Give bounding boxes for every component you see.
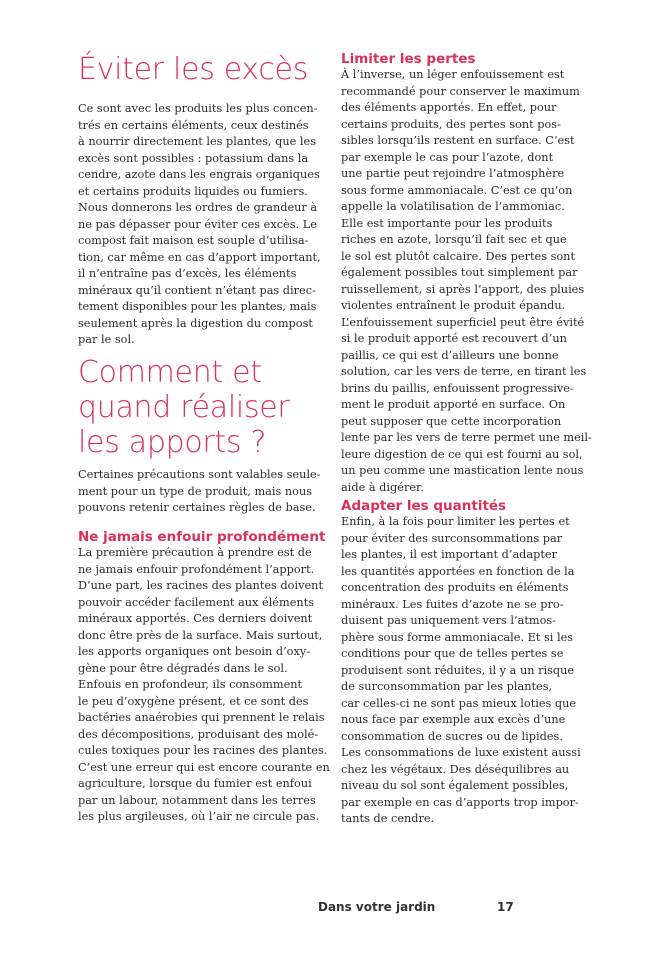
text-line: de surconsommation par les plantes, [341,680,553,693]
text-line: ment le produit apporté en surface. On [341,398,566,411]
text-line: à nourrir directement les plantes, que les [78,135,316,148]
text-line: Nous donnerons les ordres de grandeur à [78,201,318,214]
text-line: leure digestion de ce qui est fourni au sol, [341,447,583,461]
text-line: phère sous forme ammoniacale. Et si les [341,630,574,644]
text-line: recommandé pour conserver le maximum [341,84,580,98]
text-line: nous face par exemple aux excès d’une [341,713,566,726]
text-line: La première précaution à prendre est de [78,546,312,559]
text-line: paillis, ce qui est d’ailleurs une bonne [341,348,559,362]
subheading-adapter-les-quantites: Adapter les quantités [341,498,507,514]
text-line: tants de cendre. [341,812,435,825]
text-line: D’une part, les racines des plantes doivent [78,579,323,592]
text-line: cules toxiques pour les racines des plantes. [78,744,328,757]
text-line: minéraux qu’il contient n’étant pas direc- [78,283,316,297]
text-line: duisent pas uniquement vers l’atmos- [341,614,556,627]
text-line: agriculture, lorsque du fumier est enfoui [78,777,312,790]
text-line: pouvoir accéder facilement aux éléments [78,595,315,609]
text-line: gène pour être dégradés dans le sol. [78,661,288,675]
text-line: des décompositions, produisant des molé- [78,727,319,741]
text-line: violentes entraînent le produit épandu. [341,299,566,312]
subheading-ne-jamais-enfouir: Ne jamais enfouir profondément [78,529,326,545]
text-line: Enfin, à la fois pour limiter les pertes et [341,515,570,528]
page-number: 17 [497,900,514,914]
paragraph-adapter-les-quantites [341,514,581,828]
paragraph-ne-jamais-enfouir [78,545,330,826]
running-footer-section: Dans votre jardin [318,900,436,914]
text-line: pour éviter des surconsommations par [341,531,563,545]
text-line: lente par les vers de terre permet une meil- [341,431,592,444]
text-line: par le sol. [78,333,135,346]
text-line: produisent sont réduites, il y a un risque [341,663,575,677]
text-line: seulement après la digestion du compost [78,316,313,330]
text-line: ne jamais enfouir profondément l’apport. [78,562,315,576]
paragraph-eviter-les-exces [78,101,321,349]
text-line: L’enfouissement superficiel peut être évité [341,315,585,329]
text-line: il n’entraîne pas d’excès, les éléments [78,267,297,280]
text-line: aide à digérer. [341,480,424,494]
paragraph-precautions [78,467,321,517]
text-line: Ce sont avec les produits les plus concen- [78,102,318,115]
text-line: Elle est importante pour les produits [341,216,553,230]
text-line: minéraux. Les fuites d’azote ne se pro- [341,597,564,611]
text-line: solution, car les vers de terre, en tirant les [341,365,587,378]
text-line: excès sont possibles : potassium dans la [78,151,309,165]
heading-line: les apports ? [78,425,267,460]
text-line: sous forme ammoniacale. C’est ce qu’on [341,183,573,197]
text-line: certains produits, des pertes sont pos- [341,117,561,131]
text-line: Enfouis en profondeur, ils consomment [78,678,303,691]
text-line: les plantes, il est important d’adapter [341,548,557,561]
heading-line: Comment et [78,355,262,390]
text-line: ment pour un type de produit, mais nous [78,484,313,498]
text-line: compost fait maison est souple d’utilisa- [78,234,309,247]
text-line: le peu d’oxygène présent, et ce sont des [78,694,309,708]
text-line: consommation de sucres ou de lipides. [341,729,563,743]
text-line: si le produit apporté est recouvert d’un [341,332,567,345]
text-line: car celles-ci ne sont pas mieux loties que [341,696,577,710]
text-line: le sol est plutôt calcaire. Des pertes sont [341,249,575,263]
text-line: un peu comme une mastication lente nous [341,464,584,477]
text-line: conditions pour que de telles pertes se [341,647,564,660]
text-line: une partie peut rejoindre l’atmosphère [341,167,565,180]
text-line: tion, car même en cas d’apport important, [78,250,321,264]
text-line: niveau du sol sont également possibles, [341,779,569,792]
text-line: peut supposer que cette incorporation [341,414,562,428]
text-line: appelle la volatilisation de l’ammoniac. [341,200,565,213]
text-line: concentration des produits en éléments [341,581,569,594]
text-line: Certaines précautions sont valables seule- [78,468,321,481]
paragraph-limiter-les-pertes [341,67,592,496]
text-line: chez les végétaux. Des déséquilibres au [341,762,570,776]
text-line: donc être près de la surface. Mais surtout, [78,628,323,642]
text-line: cendre, azote dans les engrais organiques [78,168,320,181]
text-line: par un labour, notamment dans les terres [78,793,316,807]
subheading-limiter-les-pertes: Limiter les pertes [341,51,476,67]
text-line: par exemple le cas pour l’azote, dont [341,150,554,164]
text-line: sibles lorsqu’ils restent en surface. C’est [341,134,575,147]
heading-line: quand réaliser [78,390,290,425]
text-line: les plus argileuses, où l’air ne circule pas. [78,810,320,823]
text-line: riches en azote, lorsqu’il fait sec et que [341,233,567,246]
text-line: minéraux apportés. Ces derniers doivent [78,612,313,625]
text-line: C’est une erreur qui est encore courante en [78,760,330,774]
text-line: tement disponibles pour les plantes, mais [78,300,317,313]
text-line: ruissellement, si après l’apport, des pluies [341,282,585,296]
text-line: trés en certains éléments, ceux destinés [78,118,309,132]
heading-eviter-les-exces: Éviter les excès [78,52,309,87]
text-line: À l’inverse, un léger enfouissement est [341,68,565,81]
text-line: les quantités apportées en fonction de la [341,564,575,578]
text-line: brins du paillis, enfouissent progressive- [341,381,574,395]
text-line: ne pas dépasser pour éviter ces excès. Le [78,217,317,231]
text-line: pouvons retenir certaines règles de base. [78,501,316,514]
text-line: par exemple en cas d’apports trop impor- [341,795,579,809]
heading-comment-et-quand [78,355,289,460]
text-line: également possibles tout simplement par [341,266,578,279]
text-line: et certains produits liquides ou fumiers. [78,184,308,198]
text-line: Les consommations de luxe existent aussi [341,746,581,759]
text-line: des éléments apportés. En effet, pour [341,101,557,114]
text-line: les apports organiques ont besoin d’oxy- [78,645,311,658]
text-line: bactéries anaérobies qui prennent le relais [78,711,325,724]
